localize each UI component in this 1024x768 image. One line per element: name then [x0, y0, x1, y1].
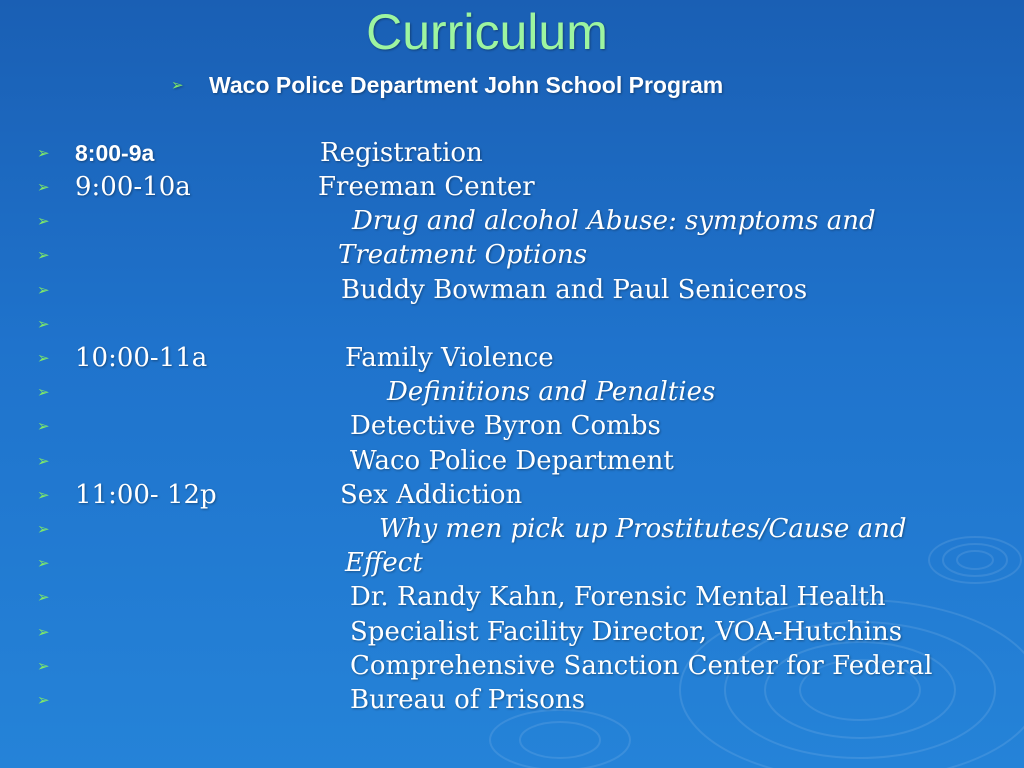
- list-item: [0, 307, 1024, 341]
- list-item: [0, 136, 1024, 170]
- list-item: [0, 580, 1024, 614]
- list-item: [0, 375, 1024, 409]
- bullet-arrow-icon: ➢: [37, 486, 50, 504]
- list-item: [0, 341, 1024, 375]
- session-text: Specialist Facility Director, VOA-Hutchins: [350, 617, 903, 647]
- bullet-arrow-icon: ➢: [37, 281, 50, 299]
- subtitle-text: Waco Police Department John School Program: [209, 71, 724, 98]
- bullet-arrow-icon: ➢: [37, 144, 50, 162]
- list-item: [0, 615, 1024, 649]
- time-slot: 8:00-9a: [75, 140, 155, 166]
- session-text: Treatment Options: [338, 240, 588, 270]
- list-item: [0, 238, 1024, 272]
- session-text: Sex Addiction: [340, 480, 523, 510]
- list-item: [0, 170, 1024, 204]
- slide-title: Curriculum: [366, 4, 608, 60]
- bullet-arrow-icon: ➢: [37, 657, 50, 675]
- list-item: [0, 444, 1024, 478]
- bullet-arrow-icon: ➢: [171, 76, 184, 94]
- bullet-arrow-icon: ➢: [37, 554, 50, 572]
- list-item: [0, 409, 1024, 443]
- bullet-arrow-icon: ➢: [37, 212, 50, 230]
- session-text: Effect: [345, 548, 423, 578]
- bullet-arrow-icon: ➢: [37, 315, 50, 333]
- time-slot: 11:00- 12p: [75, 480, 217, 510]
- bullet-arrow-icon: ➢: [37, 417, 50, 435]
- time-slot: 10:00-11a: [75, 343, 208, 373]
- session-text: Buddy Bowman and Paul Seniceros: [341, 275, 808, 305]
- session-text: Freeman Center: [318, 172, 535, 202]
- session-text: Registration: [320, 138, 483, 168]
- list-item: [0, 683, 1024, 717]
- bullet-arrow-icon: ➢: [37, 246, 50, 264]
- list-item: [0, 204, 1024, 238]
- session-text: Family Violence: [345, 343, 554, 373]
- session-text: Why men pick up Prostitutes/Cause and: [379, 514, 907, 544]
- bullet-arrow-icon: ➢: [37, 691, 50, 709]
- list-item: [0, 273, 1024, 307]
- list-item: [0, 478, 1024, 512]
- bullet-arrow-icon: ➢: [37, 452, 50, 470]
- bullet-arrow-icon: ➢: [37, 588, 50, 606]
- bullet-arrow-icon: ➢: [37, 178, 50, 196]
- session-text: Waco Police Department: [350, 446, 674, 476]
- list-item: [0, 546, 1024, 580]
- time-slot: 9:00-10a: [75, 172, 191, 202]
- session-text: Dr. Randy Kahn, Forensic Mental Health: [350, 582, 886, 612]
- session-text: Detective Byron Combs: [350, 411, 661, 441]
- session-text: Comprehensive Sanction Center for Federal: [350, 651, 933, 681]
- session-text: Definitions and Penalties: [387, 377, 716, 407]
- session-text: Drug and alcohol Abuse: symptoms and: [352, 206, 876, 236]
- bullet-arrow-icon: ➢: [37, 520, 50, 538]
- list-item: [0, 512, 1024, 546]
- list-item: [0, 649, 1024, 683]
- bullet-arrow-icon: ➢: [37, 383, 50, 401]
- bullet-arrow-icon: ➢: [37, 349, 50, 367]
- bullet-arrow-icon: ➢: [37, 623, 50, 641]
- session-text: Bureau of Prisons: [350, 685, 586, 715]
